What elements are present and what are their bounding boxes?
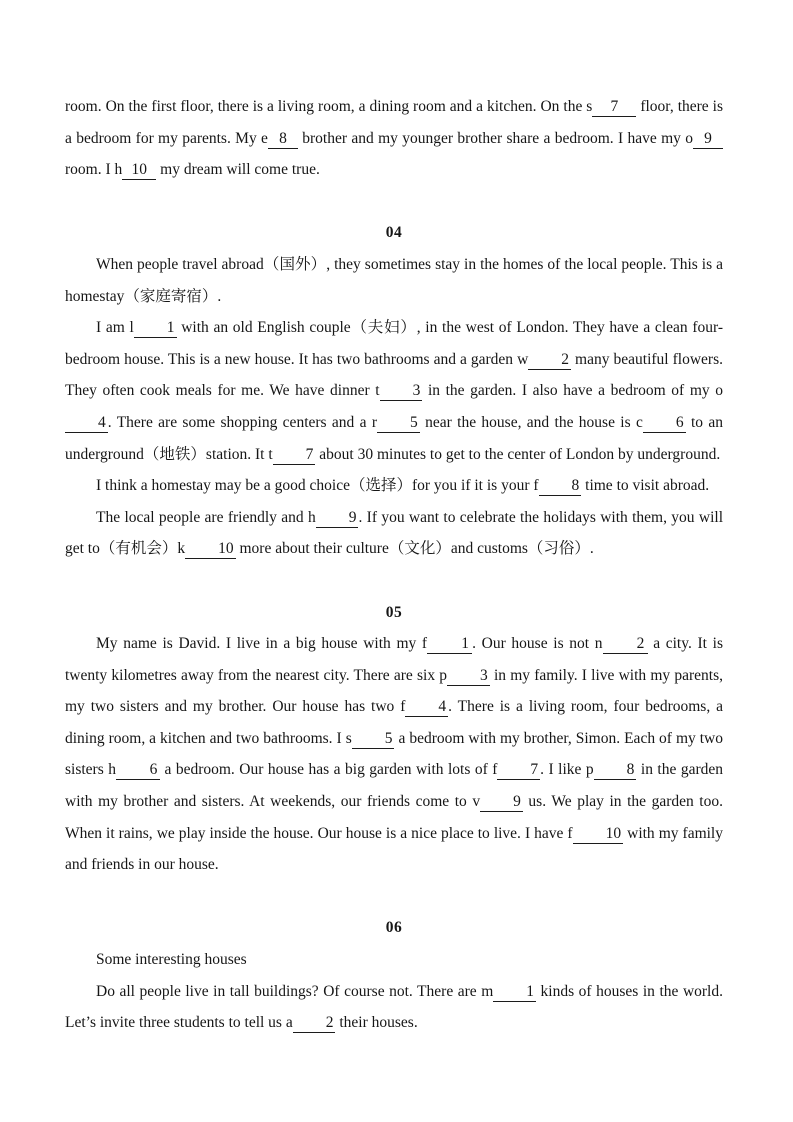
paragraph xyxy=(65,249,723,312)
fill-blank: 10 xyxy=(122,161,156,180)
text-run: in the garden. I also have a bedroom of my o xyxy=(422,382,723,400)
fill-blank: 1 xyxy=(493,983,536,1002)
text-run: about 30 minutes to get to the center of London by underground. xyxy=(315,445,721,463)
fill-blank: 8 xyxy=(539,477,582,496)
text-run: with an old English couple（夫妇）, in the west of London. They have a clean four-bedroom house. This is a new house. It has two bathrooms and a garden w xyxy=(65,319,723,368)
fill-blank: 6 xyxy=(643,414,686,433)
text-run: us. We play in the garden too. When it rains, we play inside the house. Our house is a nice place to live. I have f xyxy=(65,793,723,842)
section-heading: 04 xyxy=(385,224,403,242)
text-run: brother and my younger brother share a bedroom. I have my o xyxy=(297,129,694,147)
fill-blank: 9 xyxy=(316,509,359,528)
paragraph xyxy=(65,312,723,470)
paragraph xyxy=(65,502,723,565)
text-run: room. I h xyxy=(65,161,123,179)
fill-blank: 10 xyxy=(573,825,624,844)
text-run: . I like p xyxy=(540,761,594,779)
text-run: My name is David. I live in a big house with my f xyxy=(96,635,428,653)
text-run: more about their culture（文化）and customs（习俗）. xyxy=(235,540,594,558)
text-run: kinds of houses in the world. Let’s invite three students to tell us a xyxy=(65,982,723,1032)
text-run: a bedroom with my brother, Simon. Each of my two sisters h xyxy=(65,729,723,779)
paragraph xyxy=(65,944,723,976)
text-run: . Our house is not n xyxy=(472,635,603,653)
text-run: time to visit abroad. xyxy=(581,477,710,495)
text-run: I am l xyxy=(96,319,134,337)
fill-blank: 7 xyxy=(497,761,540,780)
text-run: I think a homestay may be a good choice（选择）for you if it is your f xyxy=(96,477,539,495)
paragraph xyxy=(65,976,723,1039)
fill-blank: 7 xyxy=(273,446,316,465)
text-run: a bedroom. Our house has a big garden with lots of f xyxy=(159,761,498,779)
text-run: When people travel abroad（国外）, they sometimes stay in the homes of the local people. This is a homestay（家庭寄宿）. xyxy=(65,255,723,305)
fill-blank: 2 xyxy=(603,635,648,654)
fill-blank: 1 xyxy=(427,635,472,654)
text-run: . There are some shopping centers and a r xyxy=(107,413,378,431)
fill-blank: 3 xyxy=(447,667,490,686)
fill-blank: 8 xyxy=(268,130,298,149)
fill-blank: 2 xyxy=(528,351,571,370)
text-run: to an underground（地铁）station. It t xyxy=(65,413,723,463)
text-run: . If you want to celebrate the holidays with them, you will get to（有机会）k xyxy=(65,508,723,558)
fill-blank: 8 xyxy=(594,761,637,780)
text-run: The local people are friendly and h xyxy=(96,508,316,526)
text-run: a city. It is twenty kilometres away from the nearest city. There are six p xyxy=(65,635,724,684)
fill-blank: 1 xyxy=(134,319,177,338)
text-run: with my family and friends in our house. xyxy=(65,824,723,874)
text-run: their houses. xyxy=(335,1014,418,1032)
text-run: floor, there is a bedroom for my parents. My e xyxy=(65,98,723,147)
text-run: room. On the first floor, there is a living room, a dining room and a kitchen. On the s xyxy=(65,98,593,115)
fill-blank: 6 xyxy=(116,761,160,780)
fill-blank: 7 xyxy=(592,98,636,117)
fill-blank: 5 xyxy=(352,730,395,749)
paragraph xyxy=(65,628,723,881)
text-run: my dream will come true. xyxy=(156,161,320,179)
text-run: . There is a living room, four bedrooms, a dining room, a kitchen and two bathrooms. I s xyxy=(65,698,724,747)
section-heading: 06 xyxy=(385,919,403,937)
fill-blank: 3 xyxy=(380,382,423,401)
fill-blank: 5 xyxy=(377,414,420,433)
text-run: in the garden with my brother and sisters. At weekends, our friends come to v xyxy=(65,761,724,811)
text-run: Do all people live in tall buildings? Of course not. There are m xyxy=(96,982,494,1000)
paragraph xyxy=(65,470,723,502)
text-run: Some interesting houses xyxy=(96,951,247,969)
fill-blank: 9 xyxy=(693,130,723,149)
fill-blank: 9 xyxy=(480,793,523,812)
fill-blank: 4 xyxy=(405,698,448,717)
paragraph xyxy=(65,91,723,186)
text-run: near the house, and the house is c xyxy=(419,413,643,431)
text-run: many beautiful flowers. They often cook meals for me. We have dinner t xyxy=(65,350,723,400)
fill-blank: 2 xyxy=(293,1014,336,1033)
text-run: in my family. I live with my parents, my two sisters and my brother. Our house has two f xyxy=(65,666,723,716)
section-heading: 05 xyxy=(385,603,403,621)
fill-blank: 10 xyxy=(185,540,236,559)
fill-blank: 4 xyxy=(65,414,108,433)
